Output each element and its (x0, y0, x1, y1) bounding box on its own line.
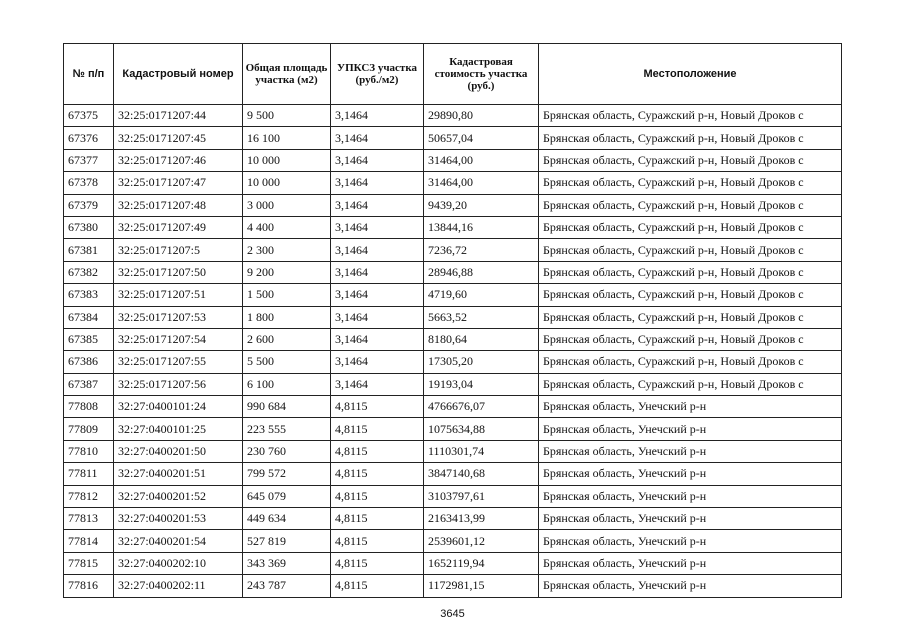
cell-cadastral-value: 13844,16 (424, 216, 539, 238)
cell-area: 223 555 (243, 418, 331, 440)
cell-location: Брянская область, Суражский р-н, Новый Дроков с (539, 373, 842, 395)
cell-cadastral-number: 32:25:0171207:46 (114, 149, 243, 171)
cell-row-number: 77814 (64, 530, 114, 552)
cell-cadastral-value: 19193,04 (424, 373, 539, 395)
header-cadastral-number: Кадастровый номер (114, 44, 243, 105)
cell-area: 2 600 (243, 328, 331, 350)
header-area: Общая площадь участка (м2) (243, 44, 331, 105)
table-row (64, 530, 842, 552)
cell-row-number: 77812 (64, 485, 114, 507)
cell-cadastral-value: 31464,00 (424, 149, 539, 171)
cell-cadastral-number: 32:27:0400201:54 (114, 530, 243, 552)
table-row (64, 239, 842, 261)
cell-upksz: 3,1464 (331, 373, 424, 395)
cell-location: Брянская область, Унечский р-н (539, 575, 842, 597)
cell-cadastral-number: 32:25:0171207:48 (114, 194, 243, 216)
cell-cadastral-number: 32:27:0400201:53 (114, 508, 243, 530)
cell-cadastral-number: 32:27:0400202:10 (114, 552, 243, 574)
cell-row-number: 67384 (64, 306, 114, 328)
table-row (64, 105, 842, 127)
cell-location: Брянская область, Унечский р-н (539, 530, 842, 552)
cell-cadastral-number: 32:25:0171207:53 (114, 306, 243, 328)
cell-location: Брянская область, Суражский р-н, Новый Дроков с (539, 194, 842, 216)
table-row (64, 440, 842, 462)
cell-cadastral-number: 32:25:0171207:45 (114, 127, 243, 149)
cell-area: 10 000 (243, 149, 331, 171)
cell-cadastral-value: 31464,00 (424, 172, 539, 194)
cell-cadastral-number: 32:27:0400201:51 (114, 463, 243, 485)
cell-upksz: 4,8115 (331, 530, 424, 552)
cell-row-number: 67378 (64, 172, 114, 194)
cell-area: 799 572 (243, 463, 331, 485)
cell-location: Брянская область, Суражский р-н, Новый Дроков с (539, 149, 842, 171)
cell-row-number: 77808 (64, 396, 114, 418)
cell-location: Брянская область, Унечский р-н (539, 485, 842, 507)
cell-cadastral-value: 1075634,88 (424, 418, 539, 440)
cell-location: Брянская область, Суражский р-н, Новый Дроков с (539, 261, 842, 283)
cell-cadastral-value: 2539601,12 (424, 530, 539, 552)
cell-row-number: 67376 (64, 127, 114, 149)
cell-area: 3 000 (243, 194, 331, 216)
table-row (64, 575, 842, 597)
cell-row-number: 67380 (64, 216, 114, 238)
cell-area: 527 819 (243, 530, 331, 552)
cell-cadastral-number: 32:27:0400201:50 (114, 440, 243, 462)
header-cadastral-value: Кадастровая стоимость участка (руб.) (424, 44, 539, 105)
cell-cadastral-value: 17305,20 (424, 351, 539, 373)
table-row (64, 396, 842, 418)
cell-upksz: 4,8115 (331, 463, 424, 485)
cell-area: 1 800 (243, 306, 331, 328)
cell-location: Брянская область, Суражский р-н, Новый Дроков с (539, 284, 842, 306)
cell-area: 343 369 (243, 552, 331, 574)
cell-location: Брянская область, Суражский р-н, Новый Дроков с (539, 328, 842, 350)
cell-cadastral-value: 50657,04 (424, 127, 539, 149)
cell-upksz: 3,1464 (331, 172, 424, 194)
cell-cadastral-value: 1110301,74 (424, 440, 539, 462)
cell-location: Брянская область, Суражский р-н, Новый Дроков с (539, 239, 842, 261)
cell-cadastral-number: 32:27:0400101:25 (114, 418, 243, 440)
cell-cadastral-number: 32:25:0171207:51 (114, 284, 243, 306)
cell-row-number: 67385 (64, 328, 114, 350)
cell-cadastral-value: 8180,64 (424, 328, 539, 350)
cell-cadastral-value: 29890,80 (424, 105, 539, 127)
cell-upksz: 3,1464 (331, 194, 424, 216)
cell-upksz: 3,1464 (331, 239, 424, 261)
cell-row-number: 67387 (64, 373, 114, 395)
table-row (64, 552, 842, 574)
table-row (64, 284, 842, 306)
cell-cadastral-value: 5663,52 (424, 306, 539, 328)
cell-cadastral-value: 1172981,15 (424, 575, 539, 597)
cell-location: Брянская область, Унечский р-н (539, 418, 842, 440)
header-location: Местоположение (539, 44, 842, 105)
cell-location: Брянская область, Суражский р-н, Новый Дроков с (539, 216, 842, 238)
cell-area: 9 500 (243, 105, 331, 127)
cell-cadastral-number: 32:25:0171207:5 (114, 239, 243, 261)
cell-row-number: 77810 (64, 440, 114, 462)
cell-row-number: 77811 (64, 463, 114, 485)
cell-cadastral-number: 32:25:0171207:47 (114, 172, 243, 194)
cadastral-table (63, 43, 842, 598)
cell-upksz: 4,8115 (331, 440, 424, 462)
table-row (64, 508, 842, 530)
cell-area: 5 500 (243, 351, 331, 373)
cell-area: 9 200 (243, 261, 331, 283)
cell-upksz: 3,1464 (331, 284, 424, 306)
cell-cadastral-number: 32:25:0171207:54 (114, 328, 243, 350)
cell-location: Брянская область, Унечский р-н (539, 508, 842, 530)
cell-upksz: 3,1464 (331, 351, 424, 373)
cell-area: 4 400 (243, 216, 331, 238)
cell-cadastral-number: 32:25:0171207:44 (114, 105, 243, 127)
table-row (64, 418, 842, 440)
cell-cadastral-number: 32:25:0171207:56 (114, 373, 243, 395)
table-row (64, 463, 842, 485)
cell-cadastral-number: 32:25:0171207:50 (114, 261, 243, 283)
cell-cadastral-value: 9439,20 (424, 194, 539, 216)
cell-row-number: 77816 (64, 575, 114, 597)
cell-row-number: 67386 (64, 351, 114, 373)
cell-row-number: 67382 (64, 261, 114, 283)
cell-upksz: 3,1464 (331, 216, 424, 238)
cell-cadastral-number: 32:27:0400101:24 (114, 396, 243, 418)
cell-location: Брянская область, Суражский р-н, Новый Дроков с (539, 127, 842, 149)
cell-location: Брянская область, Унечский р-н (539, 440, 842, 462)
table-row (64, 373, 842, 395)
cell-cadastral-value: 2163413,99 (424, 508, 539, 530)
table-header-row (64, 44, 842, 105)
cell-location: Брянская область, Суражский р-н, Новый Дроков с (539, 172, 842, 194)
cell-row-number: 67381 (64, 239, 114, 261)
table-body (64, 105, 842, 598)
table-row (64, 351, 842, 373)
table-row (64, 261, 842, 283)
table-row (64, 306, 842, 328)
cell-area: 449 634 (243, 508, 331, 530)
cell-row-number: 67383 (64, 284, 114, 306)
cell-upksz: 4,8115 (331, 418, 424, 440)
table-row (64, 194, 842, 216)
cell-cadastral-number: 32:25:0171207:55 (114, 351, 243, 373)
cell-row-number: 67379 (64, 194, 114, 216)
cell-cadastral-value: 3103797,61 (424, 485, 539, 507)
cell-area: 6 100 (243, 373, 331, 395)
cell-cadastral-value: 4719,60 (424, 284, 539, 306)
cell-area: 645 079 (243, 485, 331, 507)
cell-location: Брянская область, Унечский р-н (539, 396, 842, 418)
cell-location: Брянская область, Суражский р-н, Новый Дроков с (539, 306, 842, 328)
cell-upksz: 3,1464 (331, 328, 424, 350)
cell-upksz: 3,1464 (331, 149, 424, 171)
cell-upksz: 4,8115 (331, 508, 424, 530)
table-row (64, 485, 842, 507)
cell-area: 16 100 (243, 127, 331, 149)
cell-area: 243 787 (243, 575, 331, 597)
cell-cadastral-value: 4766676,07 (424, 396, 539, 418)
table-row (64, 328, 842, 350)
cell-location: Брянская область, Суражский р-н, Новый Дроков с (539, 105, 842, 127)
cell-upksz: 4,8115 (331, 552, 424, 574)
cell-row-number: 77813 (64, 508, 114, 530)
cell-location: Брянская область, Унечский р-н (539, 463, 842, 485)
cell-cadastral-value: 1652119,94 (424, 552, 539, 574)
cell-area: 990 684 (243, 396, 331, 418)
cell-cadastral-value: 3847140,68 (424, 463, 539, 485)
cell-area: 230 760 (243, 440, 331, 462)
cell-area: 10 000 (243, 172, 331, 194)
cell-location: Брянская область, Унечский р-н (539, 552, 842, 574)
cell-area: 1 500 (243, 284, 331, 306)
cell-row-number: 67377 (64, 149, 114, 171)
cell-row-number: 77809 (64, 418, 114, 440)
cell-upksz: 3,1464 (331, 261, 424, 283)
cell-upksz: 4,8115 (331, 485, 424, 507)
header-number: № п/п (64, 44, 114, 105)
cell-cadastral-number: 32:25:0171207:49 (114, 216, 243, 238)
header-upksz: УПКСЗ участка (руб./м2) (331, 44, 424, 105)
table-row (64, 172, 842, 194)
table-row (64, 149, 842, 171)
cell-row-number: 67375 (64, 105, 114, 127)
cell-cadastral-value: 28946,88 (424, 261, 539, 283)
cell-upksz: 3,1464 (331, 306, 424, 328)
cell-upksz: 4,8115 (331, 575, 424, 597)
cell-area: 2 300 (243, 239, 331, 261)
cell-upksz: 4,8115 (331, 396, 424, 418)
table-row (64, 127, 842, 149)
cell-upksz: 3,1464 (331, 105, 424, 127)
cell-location: Брянская область, Суражский р-н, Новый Дроков с (539, 351, 842, 373)
cell-cadastral-number: 32:27:0400202:11 (114, 575, 243, 597)
page-number: 3645 (440, 608, 465, 620)
cell-upksz: 3,1464 (331, 127, 424, 149)
cell-cadastral-value: 7236,72 (424, 239, 539, 261)
table-row (64, 216, 842, 238)
cell-cadastral-number: 32:27:0400201:52 (114, 485, 243, 507)
cell-row-number: 77815 (64, 552, 114, 574)
